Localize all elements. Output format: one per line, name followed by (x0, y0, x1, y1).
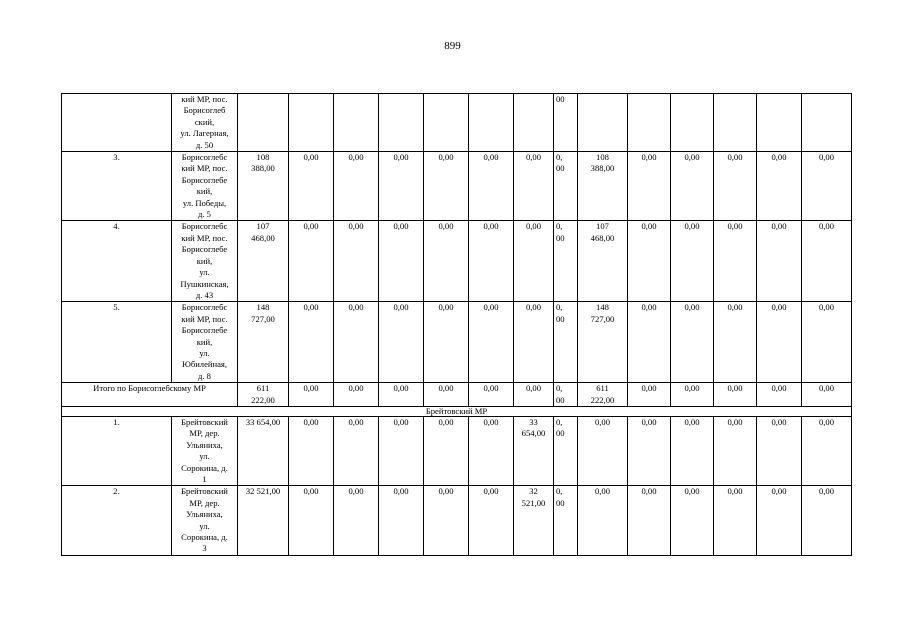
table-row (62, 152, 852, 221)
value-cell: 0,00 (714, 152, 757, 221)
value-cell: 611 222,00 (578, 383, 628, 407)
total-cell: 33 654,00 (238, 416, 289, 485)
value-cell: 0,00 (628, 152, 671, 221)
value-cell: 0,00 (757, 416, 802, 485)
row-number: 4. (62, 221, 172, 302)
value-cell: 0,00 (671, 302, 714, 383)
row-number: 2. (62, 486, 172, 555)
value-cell: 0,00 (802, 383, 852, 407)
value-cell: 0,00 (289, 486, 334, 555)
page-number: 899 (444, 40, 461, 52)
value-cell: 0, 00 (554, 416, 578, 485)
value-cell: 0,00 (424, 416, 469, 485)
value-cell: 0,00 (628, 302, 671, 383)
section-heading: Брейтовский МР (62, 406, 852, 416)
table-row (62, 486, 852, 555)
value-cell: 0,00 (469, 383, 514, 407)
data-table (61, 93, 852, 556)
address-cell: Борисоглебс кий МР, пос. Борисоглебе кий, ул. Пушкинская, д. 43 (172, 221, 238, 302)
value-cell: 0,00 (469, 486, 514, 555)
total-cell: 148 727,00 (238, 302, 289, 383)
value-cell: 0,00 (671, 221, 714, 302)
address-cell: кий МР, пос. Борисоглеб ский, ул. Лагерная, д. 50 (172, 94, 238, 152)
value-cell: 0,00 (379, 221, 424, 302)
value-cell: 0, 00 (554, 486, 578, 555)
value-cell: 0,00 (757, 152, 802, 221)
value-cell: 148 727,00 (578, 302, 628, 383)
address-cell: Борисоглебс кий МР, пос. Борисоглебе кий, ул. Победы, д. 5 (172, 152, 238, 221)
value-cell: 0,00 (469, 302, 514, 383)
value-cell: 0,00 (628, 486, 671, 555)
value-cell: 0,00 (802, 302, 852, 383)
value-cell: 0, 00 (554, 221, 578, 302)
address-cell: Брейтовский МР, дер. Ульяниха, ул. Сорокина, д. 3 (172, 486, 238, 555)
value-cell: 0,00 (334, 383, 379, 407)
value-cell: 0,00 (334, 221, 379, 302)
row-number: 3. (62, 152, 172, 221)
value-cell: 32 521,00 (514, 486, 554, 555)
row-number: 5. (62, 302, 172, 383)
value-cell: 00 (554, 94, 578, 152)
value-cell: 0,00 (379, 416, 424, 485)
value-cell: 0,00 (578, 416, 628, 485)
table-row (62, 221, 852, 302)
value-cell: 0,00 (379, 383, 424, 407)
value-cell: 0,00 (289, 416, 334, 485)
value-cell: 0,00 (714, 383, 757, 407)
value-cell: 0,00 (424, 302, 469, 383)
value-cell: 33 654,00 (514, 416, 554, 485)
value-cell: 0,00 (714, 302, 757, 383)
value-cell: 0,00 (379, 486, 424, 555)
value-cell: 0,00 (757, 383, 802, 407)
table-row (62, 94, 852, 152)
value-cell: 0,00 (469, 221, 514, 302)
value-cell: 0,00 (469, 416, 514, 485)
value-cell: 0,00 (802, 152, 852, 221)
value-cell: 0,00 (802, 416, 852, 485)
value-cell: 108 388,00 (578, 152, 628, 221)
value-cell: 0,00 (424, 383, 469, 407)
value-cell: 0,00 (289, 221, 334, 302)
value-cell: 0,00 (671, 416, 714, 485)
value-cell: 0,00 (714, 221, 757, 302)
value-cell: 0,00 (514, 152, 554, 221)
value-cell: 0,00 (578, 486, 628, 555)
address-cell: Борисоглебс кий МР, пос. Борисоглебе кий, ул. Юбилейная, д. 8 (172, 302, 238, 383)
value-cell: 107 468,00 (578, 221, 628, 302)
value-cell: 0,00 (802, 221, 852, 302)
value-cell: 0,00 (379, 152, 424, 221)
total-cell: 32 521,00 (238, 486, 289, 555)
address-cell: Брейтовский МР, дер. Ульяниха, ул. Сорокина, д. 1 (172, 416, 238, 485)
value-cell: 0,00 (671, 383, 714, 407)
value-cell: 0,00 (757, 221, 802, 302)
value-cell: 0,00 (514, 302, 554, 383)
value-cell: 0,00 (514, 383, 554, 407)
total-cell: 611 222,00 (238, 383, 289, 407)
total-row (62, 383, 852, 407)
value-cell: 0,00 (714, 486, 757, 555)
value-cell: 0,00 (424, 486, 469, 555)
value-cell: 0,00 (379, 302, 424, 383)
total-cell: 108 388,00 (238, 152, 289, 221)
value-cell: 0, 00 (554, 302, 578, 383)
total-label: Итого по Борисоглебскому МР (62, 383, 238, 407)
total-cell: 107 468,00 (238, 221, 289, 302)
value-cell: 0,00 (671, 486, 714, 555)
value-cell: 0,00 (289, 152, 334, 221)
value-cell: 0,00 (628, 416, 671, 485)
value-cell: 0,00 (757, 302, 802, 383)
table-row (62, 302, 852, 383)
section-row (62, 406, 852, 416)
value-cell: 0,00 (289, 302, 334, 383)
value-cell: 0,00 (757, 486, 802, 555)
value-cell: 0,00 (714, 416, 757, 485)
value-cell: 0,00 (628, 383, 671, 407)
value-cell: 0, 00 (554, 152, 578, 221)
value-cell: 0,00 (514, 221, 554, 302)
row-number: 1. (62, 416, 172, 485)
table-row (62, 416, 852, 485)
value-cell: 0,00 (334, 152, 379, 221)
value-cell: 0,00 (334, 302, 379, 383)
value-cell: 0,00 (289, 383, 334, 407)
value-cell: 0,00 (802, 486, 852, 555)
value-cell: 0,00 (334, 416, 379, 485)
value-cell: 0, 00 (554, 383, 578, 407)
value-cell: 0,00 (334, 486, 379, 555)
value-cell: 0,00 (671, 152, 714, 221)
value-cell: 0,00 (469, 152, 514, 221)
value-cell: 0,00 (424, 221, 469, 302)
value-cell: 0,00 (628, 221, 671, 302)
value-cell: 0,00 (424, 152, 469, 221)
